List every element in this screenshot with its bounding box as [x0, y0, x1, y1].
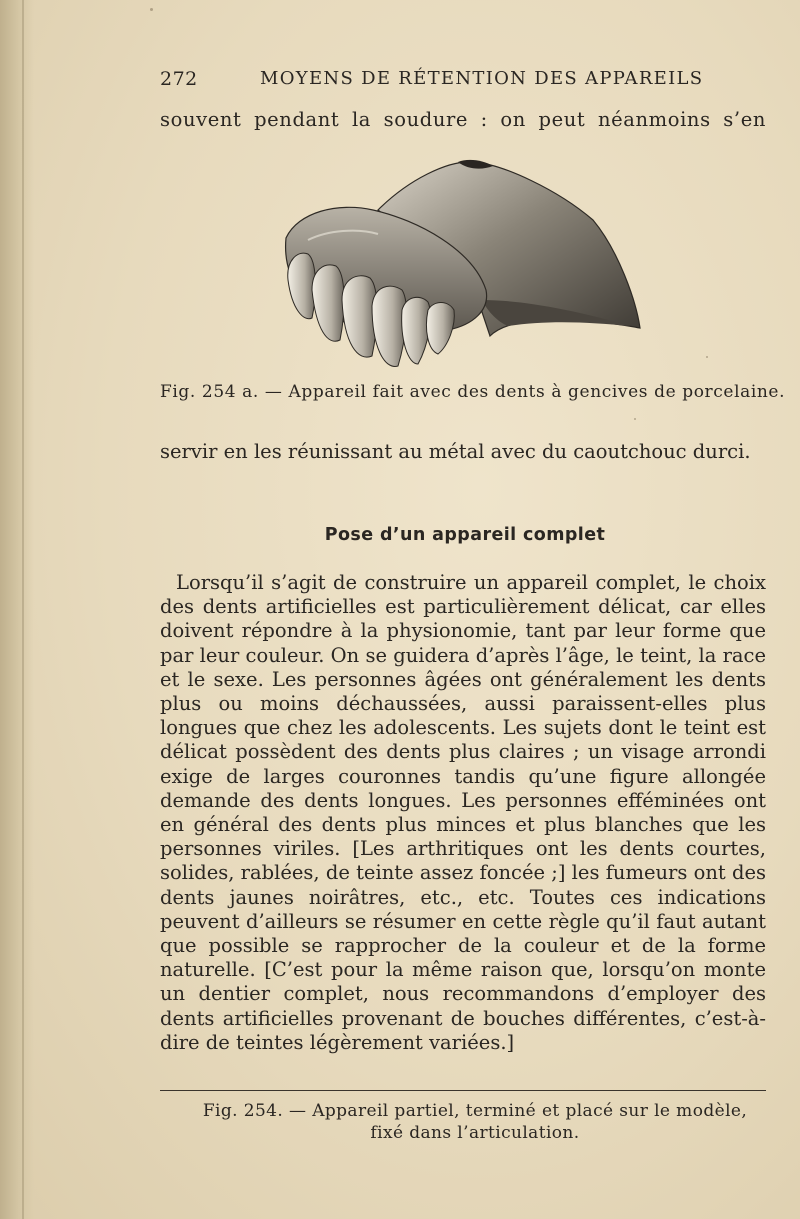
running-head	[160, 68, 770, 94]
figure-a-caption	[160, 382, 786, 402]
figure-b-caption	[180, 1100, 770, 1144]
binding-edge	[22, 0, 24, 1219]
dental-appliance-illustration	[268, 150, 658, 380]
paper-speck	[150, 8, 153, 11]
text-line-top: souvent pendant la soudure : on peut néanmoins s’en	[160, 108, 766, 131]
paper-speck	[634, 418, 636, 420]
continuation-paragraph: servir en les réunissant au métal avec du caoutchouc durci.	[160, 440, 751, 463]
page-gutter-shadow	[0, 0, 34, 1219]
figure-a-caption-text: — Appareil fait avec des dents à gencives de porcelaine.	[258, 382, 786, 402]
body-paragraph: Lorsqu’il s’agit de construire un appareil complet, le choix des dents artificielles est particulièrement délicat, car elles doivent répondre à la physionomie, tant par leur forme que par leur couleur. On se guidera d’après l’âge, le teint, la race et le sexe. Les personnes âgées ont généralement les dents plus ou moins déchaussées, aussi paraissent-elles plus longues que chez les adolescents. Les sujets dont le teint est délicat possèdent des dents plus claires ; un visage arrondi exige de larges couronnes tandis qu’une figure allongée demande des dents longues. Les personnes efféminées ont en général des dents plus minces et plus blanches que les personnes viriles. [Les arthritiques ont les dents courtes, solides, rablées, de teinte assez foncée ;] les fumeurs ont des dents jaunes noirâtres, etc., etc. Toutes ces indications peuvent d’ailleurs se résumer en cette règle qu’il faut autant que possible se rapprocher de la couleur et de la forme naturelle. [C’est pour la même raison que, lorsqu’on monte un dentier complet, nous recommandons d’employer des dents artificielles provenant de bouches différentes, c’est-à-dire de teintes légèrement variées.]	[160, 571, 766, 1054]
figure-b-caption-line-1: Fig. 254. — Appareil partiel, terminé et placé sur le modèle,	[202, 1101, 748, 1121]
figure-divider-rule	[160, 1090, 766, 1091]
section-heading: Pose d’un appareil complet	[324, 525, 606, 545]
running-title: MOYENS DE RÉTENTION DES APPAREILS	[260, 68, 704, 89]
paper-speck	[706, 356, 708, 358]
figure-b-caption-line-2: fixé dans l’articulation.	[370, 1123, 580, 1143]
page-number: 272	[160, 68, 198, 90]
figure-a-label: Fig. 254 a.	[160, 382, 259, 402]
